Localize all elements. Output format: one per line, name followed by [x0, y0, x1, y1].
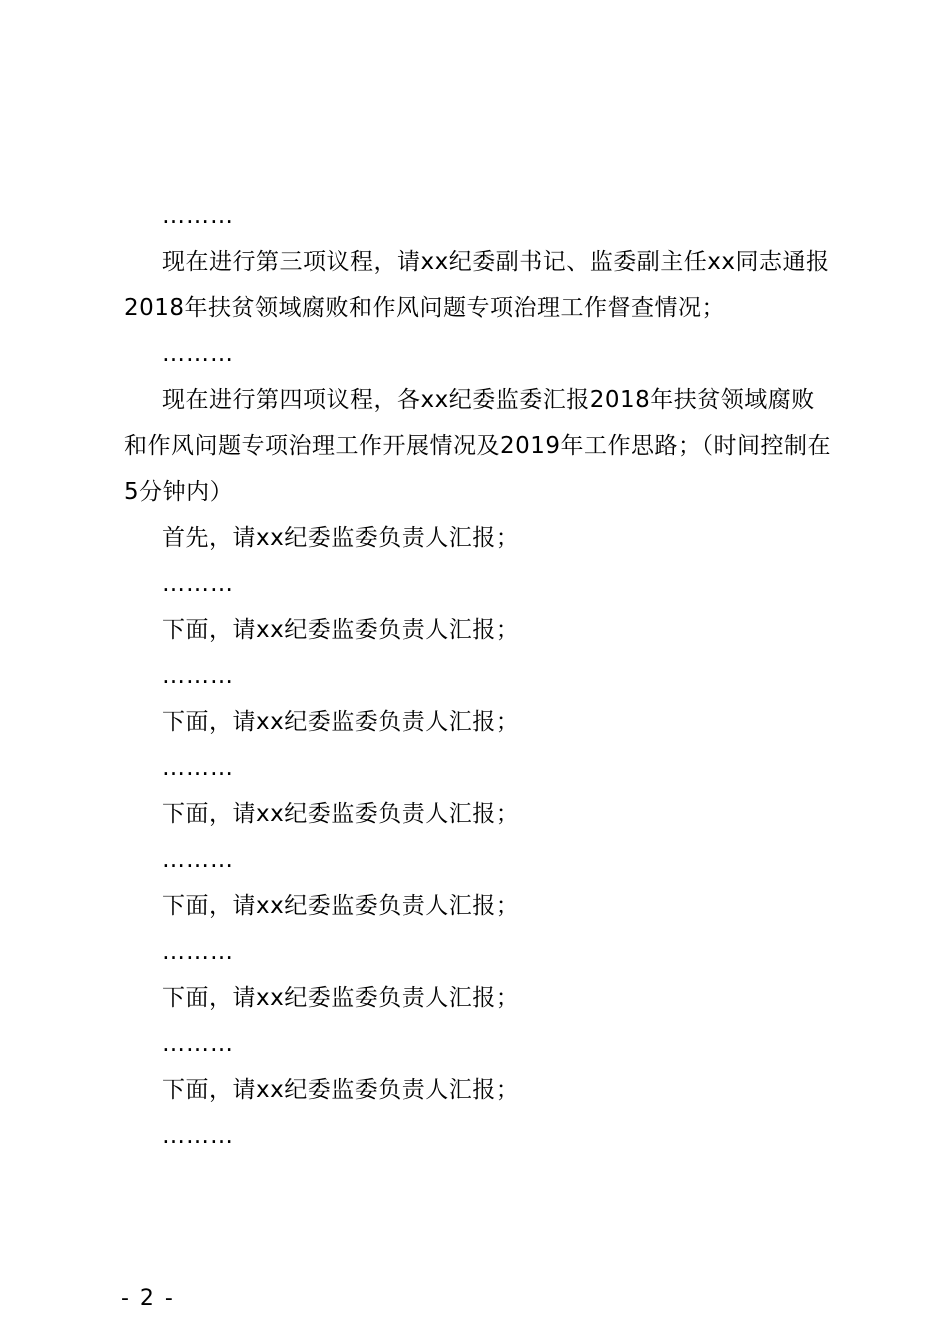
ellipsis-line: ……… — [162, 1123, 234, 1149]
agenda-item-three: 现在进行第三项议程，请xx纪委副书记、监委副主任xx同志通报2018年扶贫领域腐败和作风问题专项治理工作督查情况； — [124, 249, 830, 321]
ellipsis-line: ……… — [162, 847, 234, 873]
report-line: 下面，请xx纪委监委负责人汇报； — [162, 893, 520, 919]
ellipsis-line: ……… — [162, 341, 234, 367]
page-number: - 2 - — [121, 1286, 175, 1311]
report-line: 下面，请xx纪委监委负责人汇报； — [162, 801, 520, 827]
ellipsis-line: ……… — [162, 663, 234, 689]
document-body — [124, 193, 836, 1159]
report-line-first: 首先，请xx纪委监委负责人汇报； — [162, 525, 520, 551]
report-line: 下面，请xx纪委监委负责人汇报； — [162, 709, 520, 735]
report-line: 下面，请xx纪委监委负责人汇报； — [162, 617, 520, 643]
ellipsis-line: ……… — [162, 1031, 234, 1057]
report-line: 下面，请xx纪委监委负责人汇报； — [162, 1077, 520, 1103]
report-line: 下面，请xx纪委监委负责人汇报； — [162, 985, 520, 1011]
ellipsis-line: ……… — [162, 571, 234, 597]
ellipsis-line: ……… — [162, 203, 234, 229]
ellipsis-line: ……… — [162, 755, 234, 781]
ellipsis-line: ……… — [162, 939, 234, 965]
agenda-item-four: 现在进行第四项议程，各xx纪委监委汇报2018年扶贫领域腐败和作风问题专项治理工作开展情况及2019年工作思路；（时间控制在5分钟内） — [124, 387, 832, 505]
